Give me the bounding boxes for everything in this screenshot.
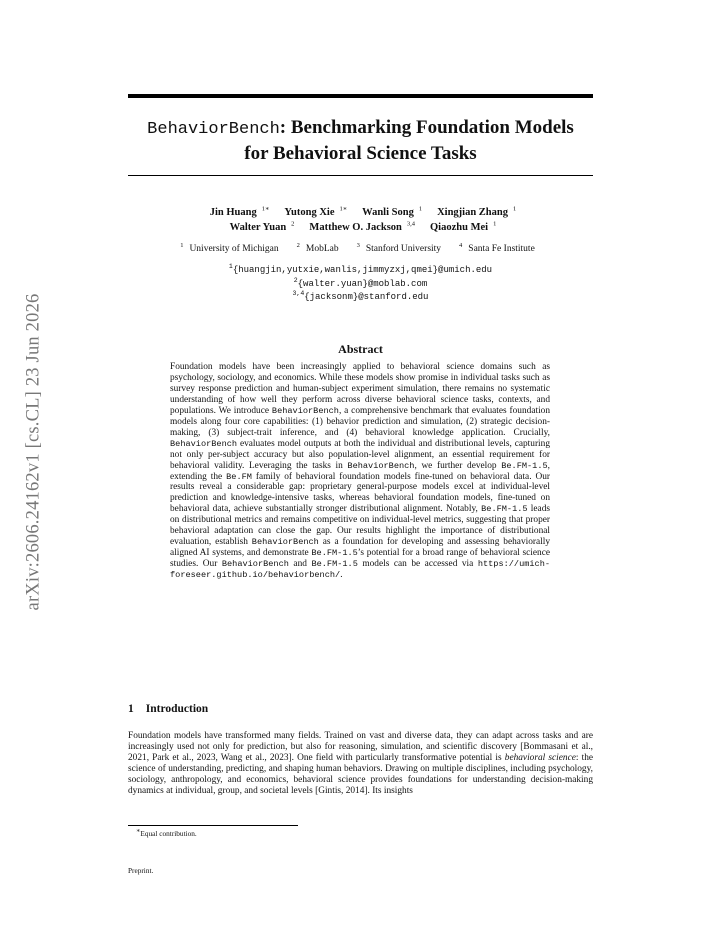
intro-text: : the science of understanding, predicting, and shaping human behaviors. Drawing on multiple disciplines, including psychology, sociology, anthropology, and economics, behavioral science provides foundations for understanding decision-making dynamics at individual, group, and societal levels [Gintis, 2014]. Its insights bbox=[128, 752, 594, 796]
abstract-body bbox=[170, 362, 550, 581]
arxiv-id-text: arXiv:2606.24162v1 [cs.CL] 23 Jun 2026 bbox=[23, 293, 44, 611]
affiliation bbox=[180, 241, 284, 254]
author-affiliation-mark: 1∗ bbox=[339, 205, 348, 213]
intro-emphasis: behavioral science bbox=[504, 752, 576, 763]
email-line bbox=[128, 279, 593, 289]
footnote-text: Equal contribution. bbox=[140, 829, 197, 838]
paper-title bbox=[128, 116, 593, 166]
author-affiliation-mark: 1 bbox=[512, 205, 517, 213]
abstract-code: BehaviorBench bbox=[170, 438, 238, 449]
author bbox=[225, 222, 295, 233]
abstract-code: BehaviorBench bbox=[347, 460, 415, 471]
affiliation bbox=[459, 241, 541, 254]
authors-row-2 bbox=[128, 222, 593, 233]
email-mark: 3,4 bbox=[292, 290, 305, 297]
section-number: 1 bbox=[128, 703, 134, 715]
title-bottom-rule bbox=[128, 175, 593, 176]
title-line2: for Behavioral Science Tasks bbox=[244, 143, 477, 164]
author-name: Yutong Xie bbox=[284, 207, 335, 218]
affiliation-mark: 1 bbox=[180, 241, 184, 249]
abstract-text: and bbox=[288, 559, 312, 570]
abstract-text: Foundation models have been increasingly applied to behavioral science domains such as psychology, sociology, and economics. While these models show promise in individual tasks such as survey response prediction and human-subject experiment simulation, there remains no systematic understanding of how well they perform across diverse behavioral science tasks, contexts, and populations. We introduce bbox=[170, 362, 550, 416]
affiliation-mark: 4 bbox=[459, 241, 463, 249]
affiliation-name: University of Michigan bbox=[189, 244, 279, 254]
email-mark: 1 bbox=[228, 263, 233, 270]
email-address: {huangjin,yutxie,wanlis,jimmyzxj,qmei}@umich.edu bbox=[232, 265, 493, 275]
footnote-mark: ∗ bbox=[136, 827, 141, 835]
abstract-code: Be.FM-1.5 bbox=[501, 460, 548, 471]
authors-row-1 bbox=[128, 207, 593, 218]
email-mark: 2 bbox=[293, 277, 298, 284]
email-address: {walter.yuan}@moblab.com bbox=[297, 279, 428, 289]
author bbox=[205, 207, 270, 218]
author bbox=[425, 222, 496, 233]
abstract-text: family of behavioral foundation models fine-tuned on behavioral data. Our results reveal a considerable gap: proprietary general-purpose models excel at individual-level prediction and knowledge-intensive tasks, whereas behavioral foundation models, fine-tuned on behavioral data, achieve substantially stronger distributional alignment. Notably, bbox=[170, 471, 550, 515]
abstract-text: as a foundation for developing and assessing behaviorally aligned AI systems, and demonstrate bbox=[170, 537, 551, 559]
affiliation bbox=[356, 241, 447, 254]
author-name: Walter Yuan bbox=[229, 222, 287, 233]
author bbox=[279, 207, 347, 218]
arxiv-sidebar-identifier bbox=[22, 262, 46, 642]
email-line bbox=[128, 292, 593, 302]
affiliation-mark: 2 bbox=[296, 241, 300, 249]
abstract-code: BehaviorBench bbox=[221, 559, 289, 570]
author-affiliation-mark: 3,4 bbox=[406, 220, 416, 228]
title-line1-rest: : Benchmarking Foundation Models bbox=[279, 117, 574, 138]
author-affiliation-mark: 1∗ bbox=[261, 205, 270, 213]
author bbox=[304, 222, 415, 233]
abstract-code: Be.FM-1.5 bbox=[311, 548, 358, 559]
author-name: Matthew O. Jackson bbox=[309, 222, 402, 233]
abstract-text: , we further develop bbox=[414, 460, 502, 471]
abstract-code: Be.FM-1.5 bbox=[481, 504, 528, 515]
footnote bbox=[136, 829, 197, 838]
title-top-rule bbox=[128, 94, 593, 98]
affiliation-name: Santa Fe Institute bbox=[468, 244, 535, 254]
author-affiliation-mark: 1 bbox=[418, 205, 423, 213]
author-affiliation-mark: 2 bbox=[291, 220, 295, 228]
author bbox=[357, 207, 422, 218]
affiliation-mark: 3 bbox=[356, 241, 360, 249]
author-name: Jin Huang bbox=[209, 207, 257, 218]
affiliations bbox=[128, 241, 593, 254]
abstract-text: leads on distributional metrics and remains competitive on individual-level metrics, suggesting that proper behavioral adaptation can close the gap. Our results highlight the importance of distributional evaluation, establish bbox=[170, 504, 550, 548]
abstract-text: . bbox=[340, 570, 343, 581]
abstract-text: , extending the bbox=[170, 460, 550, 482]
section-title: Introduction bbox=[145, 703, 209, 715]
abstract-text: ’s potential for a broad range of behavioral science studies. Our bbox=[170, 548, 551, 570]
affiliation-name: Stanford University bbox=[365, 244, 442, 254]
abstract-code: Be.FM-1.5 bbox=[311, 559, 358, 570]
affiliation bbox=[296, 241, 345, 254]
author-name: Wanli Song bbox=[362, 207, 414, 218]
preprint-label: Preprint. bbox=[128, 866, 154, 875]
abstract-text: evaluates model outputs at both the individual and distributional levels, capturing not only per-subject accuracy but also population-level alignment, an essential requirement for behavioral validity. Leveraging the tasks in bbox=[170, 438, 550, 471]
abstract-code: BehaviorBench bbox=[251, 537, 319, 548]
introduction-paragraph bbox=[128, 731, 593, 796]
section-heading-introduction bbox=[128, 703, 208, 715]
title-bench-name: BehaviorBench bbox=[147, 120, 280, 139]
abstract-code: Be.FM bbox=[226, 471, 252, 482]
abstract-code: https://umich-foreseer.github.io/behaviorbench/ bbox=[170, 559, 551, 581]
abstract-text: , a comprehensive benchmark that evaluates foundation models along four core capabilities: (1) behavior prediction and simulation, (2) strategic decision-making, (3) subject-trait inference, and (4) behavioral knowledge application. Crucially, bbox=[170, 405, 551, 438]
author bbox=[432, 207, 516, 218]
intro-text: Foundation models have transformed many fields. Trained on vast and diverse data, they can adapt across tasks and are increasingly used not only for prediction, but also for reasoning, simulation, and scientific discovery [Bommasani et al., 2021, Park et al., 2023, Wang et al., 2023]. One field with particularly transformative potential is bbox=[128, 731, 593, 763]
abstract-code: BehaviorBench bbox=[271, 405, 339, 416]
email-address: {jacksonm}@stanford.edu bbox=[304, 292, 429, 302]
footnote-rule bbox=[128, 825, 298, 826]
abstract-text: models can be accessed via bbox=[357, 559, 478, 570]
affiliation-name: MobLab bbox=[305, 244, 339, 254]
author-name: Xingjian Zhang bbox=[437, 207, 508, 218]
email-line bbox=[128, 265, 593, 275]
author-name: Qiaozhu Mei bbox=[430, 222, 489, 233]
abstract-heading: Abstract bbox=[338, 342, 383, 356]
author-affiliation-mark: 1 bbox=[493, 220, 497, 228]
